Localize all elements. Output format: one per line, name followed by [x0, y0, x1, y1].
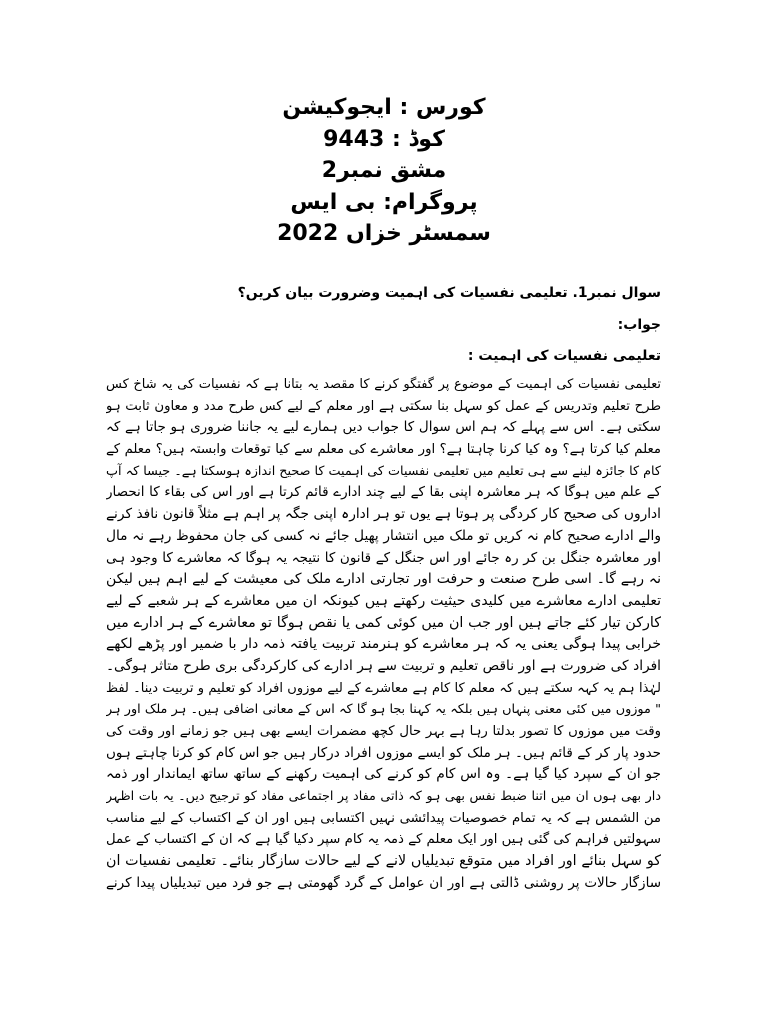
paragraph-line: تعلیمی نفسیات کی اہمیت کے موضوع پر گفتگو کرنے کا مقصد یہ بتانا ہے کہ نفسیات کی یہ شاخ کس [106, 377, 661, 392]
course-code: کوڈ : 9443 [323, 126, 445, 152]
answer-label: جواب: [617, 317, 661, 333]
paragraph-line: معلم کیا کرتا ہے؟ وہ کیا کرنا چاہتا ہے؟ اور معاشرے کی معلم سے کیا توقعات وابستہ ہیں؟ معلم کے [106, 442, 661, 458]
semester: 2022 سمسٹر خزاں [277, 221, 491, 246]
paragraph-line: وقت میں موزوں کا تصور بدلتا رہا ہے بہر حال کچھ مضمرات ایسے بھی ہیں جو زمانے اور وقت کی [106, 724, 661, 739]
section-heading: تعلیمی نفسیات کی اہمیت : [467, 348, 661, 364]
paragraph-line: سکتی ہے۔ اس سے پہلے کہ ہم اس سوال کا جواب دیں ہمارے لیے یہ جاننا ضروری ہو جاتا ہے کہ [106, 419, 661, 436]
paragraph-line: من الشمس ہے کہ یہ تمام خصوصیات پیدائشی نہیں اکتسابی ہیں اور ان کے اکتساب کے لیے مناسب [106, 810, 661, 826]
paragraph-line: کو سہل بنائے اور افراد میں متوقع تبدیلیاں لانے کے لیے حالات سازگار بنائے۔ تعلیمی نفسیات ان [106, 853, 661, 870]
course-title: کورس : ایجوکیشن [282, 95, 486, 120]
paragraph-line: کے علم میں ہوگا کہ ہر معاشرہ اپنی بقا کے لیے چند ادارے قائم کرتا ہے اور اس کی بقاء کا انحصار [106, 484, 661, 501]
paragraph-line: طرح تعلیم وتدریس کے عمل کو سہل بنا سکتی ہے اور معلم کے لیے کس طرح مدد و معاون ثابت ہو [106, 398, 661, 414]
paragraph-line: اداروں کی صحیح کار کردگی پر ہوتا ہے یوں تو ہر ادارہ اپنی جگہ پر اہم ہے مثلاً قانون نافذ کرنے [106, 506, 661, 523]
assignment-number: مشق نمبر2 [321, 158, 447, 183]
title-block [0, 92, 768, 250]
paragraph-line: " موزوں میں کئی معنی پنہاں ہیں بلکہ یہ کہنا بجا ہو گا کہ اس کے معانی اضافی ہیں۔ ہر ملک اور ہر [106, 702, 661, 718]
answer-body [106, 374, 661, 895]
paragraph-line: افراد کی ضرورت ہے اور ناقص تعلیم و تربیت سے ہر ادارے کی کارکردگی بری طرح متاثر ہوگی۔ [106, 657, 661, 674]
paragraph-line: دار بھی ہوں ان میں اتنا ضبط نفس بھی ہو کہ ذاتی مفاد پر اجتماعی مفاد کو ترجیح دیں۔ یہ بات اظہر [106, 789, 661, 805]
paragraph-line: لہٰذا ہم یہ کہہ سکتے ہیں کہ معلم کا کام ہے معاشرے کے لیے موزوں افراد کو تعلیم و تربیت دینا۔ لفظ [106, 680, 661, 696]
paragraph-line: تعلیمی ادارے معاشرے میں کلیدی حیثیت رکھتے ہیں کیونکہ ان میں معاشرے کے ہر شعبے کے لیے [106, 592, 661, 609]
paragraph-line: سازگار حالات پر روشنی ڈالتی ہے اور ان عوامل کے گرد گھومتی ہے جو فرد میں تبدیلیاں پیدا کرنے [106, 874, 661, 891]
paragraph-line: کارکن تیار کئے جاتے ہیں اور جب ان میں کوئی کمی یا نقص ہوگا تو معاشرے کے ہر ادارے میں [106, 614, 661, 631]
program-name: پروگرام: بی ایس [290, 189, 478, 215]
paragraph-line: خرابی پیدا ہوگی یعنی یہ کہ ہر معاشرے کو ہنرمند تربیت یافتہ ذمہ دار با ضمیر اور پڑھے لکھے [106, 636, 661, 653]
question-heading: سوال نمبر1. تعلیمی نفسیات کی اہمیت وضرورت بیان کریں؟ [237, 285, 661, 301]
paragraph-line: اور معاشرہ جنگل بن کر رہ جائے اور اس جنگل کے قانون کا نتیجہ یہ ہوگا کہ معاشرے کا وجود ہی [106, 549, 661, 566]
paragraph-line: جو ان کے سپرد کیا گیا ہے۔ وہ اس کام کو کرنے کی اہمیت رکھنے کے ساتھ ساتھ ایماندار اور ذمہ [106, 766, 661, 783]
paragraph-line: حدود پار کر کے قائم ہیں۔ ہر ملک کو ایسے موزوں افراد درکار ہیں جو اس کام کو کرنا چاہتے ہوں [106, 744, 661, 761]
paragraph-line: نہ رہے گا۔ اسی طرح صنعت و حرفت اور تجارتی ادارے ملک کی معیشت کے لیے اہم ہیں لیکن [106, 571, 661, 588]
paragraph-line: کام کا جائزہ لینے سے ہی تعلیم میں تعلیمی نفسیات کی اہمیت کا صحیح اندازہ ہوسکتا ہے۔ جیسا کہ آپ [106, 463, 661, 479]
paragraph-line: والے ادارے صحیح کام نہ کریں تو ملک میں انتشار پھیل جائے نہ کسی کی جان محفوظ رہے نہ مال [106, 527, 661, 544]
paragraph-line: سہولتیں فراہم کی گئی ہیں اور ایک معلم کے ذمہ یہ کام سپر دکیا گیا ہے کہ ان کے اکتساب کے عمل [106, 832, 661, 848]
